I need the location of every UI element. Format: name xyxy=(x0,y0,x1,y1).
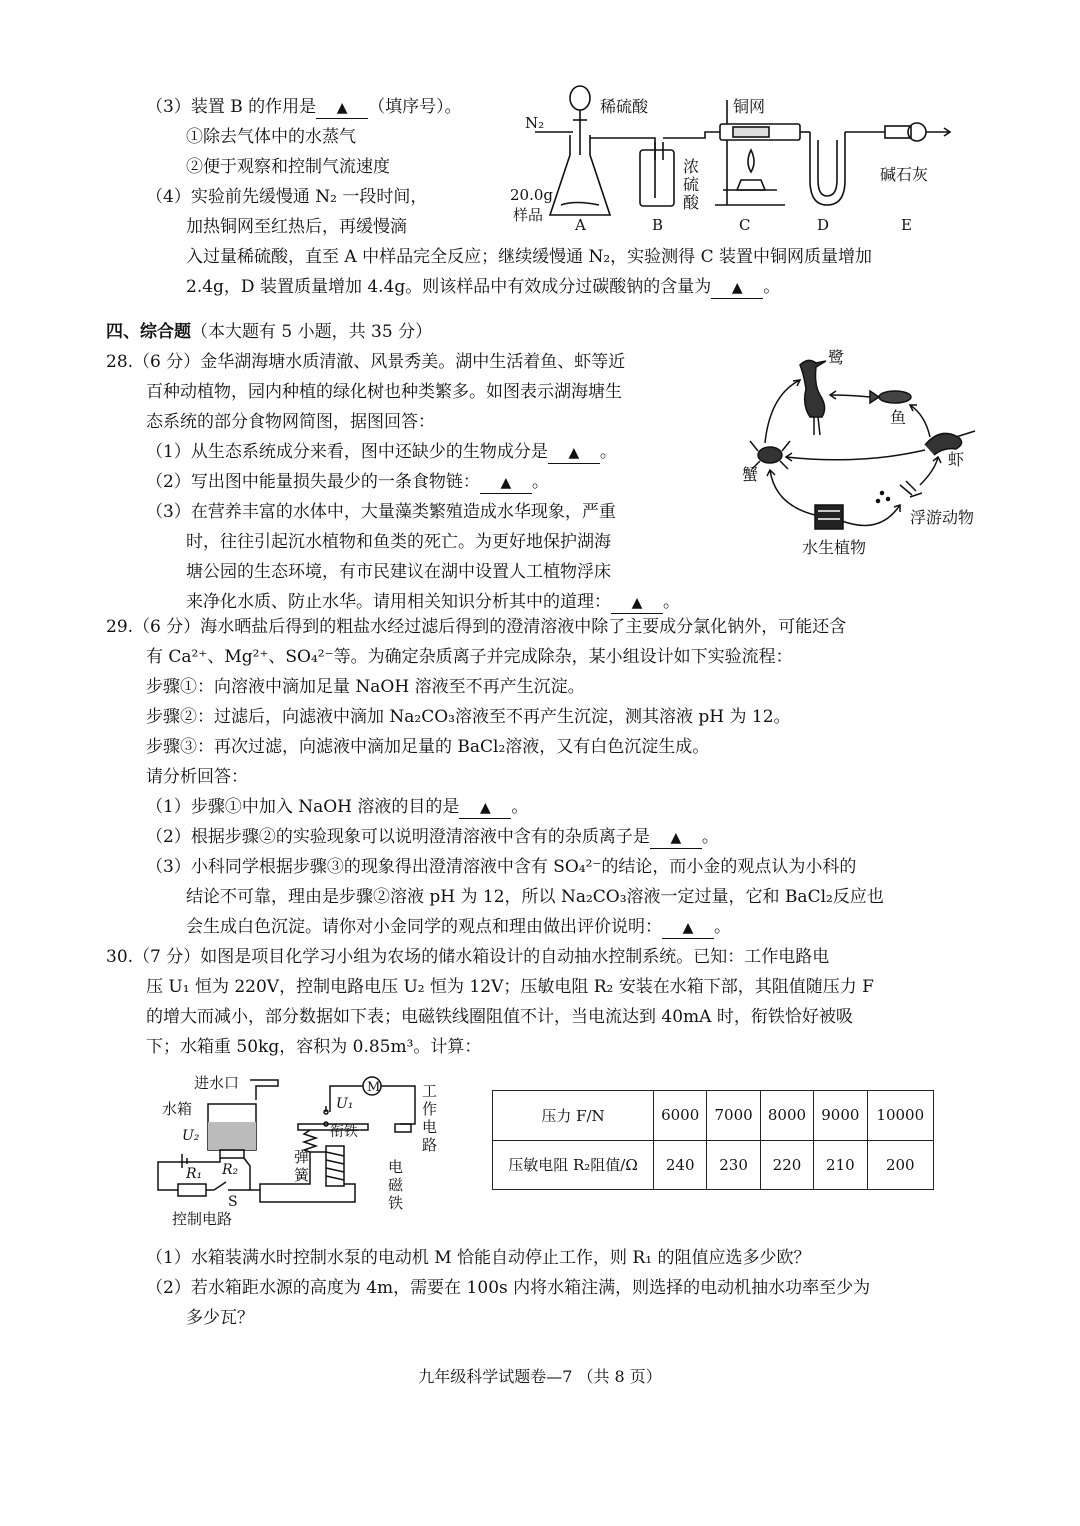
q29-sub1-text: （1）步骤①中加入 NaOH 溶液的目的是 xyxy=(146,797,460,817)
label-b: B xyxy=(652,216,664,234)
period: 。 xyxy=(511,797,529,817)
q27-apparatus-figure xyxy=(505,80,965,240)
answer-blank[interactable] xyxy=(611,592,663,614)
triangle-icon: ▲ xyxy=(731,280,743,296)
q30-sub1: （1）水箱装满水时控制水泵的电动机 M 恰能自动停止工作，则 R₁ 的阻值应选多少欧？ xyxy=(146,1248,811,1268)
q28-sub3-line3: 塘公园的生态环境，有市民建议在湖中设置人工植物浮床 xyxy=(186,562,611,582)
copper-mesh-label: 铜网 xyxy=(733,97,766,116)
answer-blank[interactable] xyxy=(662,917,714,939)
triangle-icon: ▲ xyxy=(682,920,694,936)
table-row-header: 压敏电阻 R₂阻值/Ω xyxy=(493,1140,654,1190)
q28-line3: 态系统的部分食物网简图，据图回答： xyxy=(146,412,435,432)
triangle-icon: ▲ xyxy=(670,830,682,846)
fish-label: 鱼 xyxy=(890,408,907,427)
inlet-label: 进水口 xyxy=(194,1074,240,1092)
triangle-icon: ▲ xyxy=(500,475,512,491)
q27-part4-line4 xyxy=(186,275,780,299)
period: 。 xyxy=(531,472,549,492)
q27-part4-line2: 加热铜网至红热后，再缓慢滴 xyxy=(186,217,407,237)
q29-line1: 29.（6 分）海水晒盐后得到的粗盐水经过滤后得到的澄清溶液中除了主要成分氯化钠外，可能还含 xyxy=(106,617,847,637)
q28-sub3-line1: （3）在营养丰富的水体中，大量藻类繁殖造成水华现象，严重 xyxy=(146,502,616,522)
armature-label: 衔铁 xyxy=(330,1124,358,1140)
q29-ask: 请分析回答： xyxy=(146,767,248,787)
section4-note: （本大题有 5 小题，共 35 分） xyxy=(191,322,433,342)
triangle-icon: ▲ xyxy=(480,800,491,816)
arrow-fish-to-heron xyxy=(830,395,870,397)
q29-line2: 有 Ca²⁺、Mg²⁺、SO₄²⁻等。为确定杂质离子并完成除杂，某小组设计如下实验流程： xyxy=(146,647,793,667)
arrow-crab-to-heron xyxy=(765,380,800,443)
table-row xyxy=(493,1140,934,1190)
table-row-header: 压力 F/N xyxy=(493,1091,654,1141)
q29-sub3-line2: 结论不可靠，理由是步骤②溶液 pH 为 12，所以 Na₂CO₃溶液一定过量，它和 BaCl₂反应也 xyxy=(186,887,884,907)
shrimp-label: 虾 xyxy=(948,450,965,469)
label-a: A xyxy=(575,216,586,234)
fish-icon xyxy=(870,391,911,403)
arrow-zoo-to-shrimp xyxy=(920,457,938,485)
sample-mass-label: 20.0g xyxy=(510,186,554,204)
heron-label: 鹭 xyxy=(828,348,845,367)
q27-part3 xyxy=(146,95,462,119)
food-web-figure xyxy=(730,345,990,570)
triangle-icon: ▲ xyxy=(631,595,643,611)
q28-line1: 28.（6 分）金华湖海塘水质清澈、风景秀美。湖中生活着鱼、虾等近 xyxy=(106,352,626,372)
q27-part3-stem: （3）装置 B 的作用是 xyxy=(146,97,317,117)
arrow-plant-to-crab xyxy=(770,470,815,515)
table-cell: 8000 xyxy=(760,1091,813,1141)
q27-part3-tail: （填序号）。 xyxy=(368,97,462,117)
table-row xyxy=(493,1091,934,1141)
q27-part4-line3: 入过量稀硫酸，直至 A 中样品完全反应；继续缓慢通 N₂，实验测得 C 装置中铜网质量增加 xyxy=(186,247,872,267)
r1-label: R₁ xyxy=(186,1166,203,1182)
work-circuit-char-4: 路 xyxy=(422,1136,438,1154)
work-circuit-char-1: 工 xyxy=(422,1082,438,1100)
table-cell: 230 xyxy=(707,1140,760,1190)
q27-part4-line1: （4）实验前先缓慢通 N₂ 一段时间， xyxy=(146,187,428,207)
answer-blank[interactable] xyxy=(459,797,511,819)
q29-sub3-line3 xyxy=(186,915,731,939)
q29-sub2-text: （2）根据步骤②的实验现象可以说明澄清溶液中含有的杂质离子是 xyxy=(146,827,650,847)
q28-sub1 xyxy=(146,440,617,464)
arrow-shrimp-to-crab xyxy=(786,450,925,460)
q28-sub2 xyxy=(146,470,549,494)
q30-line4: 下；水箱重 50kg，容积为 0.85m³。计算： xyxy=(146,1037,482,1057)
work-circuit-char-2: 作 xyxy=(422,1100,438,1118)
section4-heading xyxy=(106,320,432,344)
q30-sub2-line2: 多少瓦？ xyxy=(186,1308,254,1328)
conc-acid-char-1: 浓 xyxy=(683,157,700,176)
q29-sub3-line3-text: 会生成白色沉淀。请你对小金同学的观点和理由做出评价说明： xyxy=(186,917,662,937)
work-circuit-char-3: 电 xyxy=(422,1118,438,1136)
u2-label: U₂ xyxy=(182,1128,200,1144)
switch-s xyxy=(214,1182,226,1190)
motor-label: M xyxy=(367,1080,381,1095)
period: 。 xyxy=(663,592,680,612)
q27-option-2: ②便于观察和控制气流速度 xyxy=(186,157,390,177)
heron-icon xyxy=(800,360,826,435)
page-footer: 九年级科学试题卷—7 （共 8 页） xyxy=(418,1367,662,1386)
spring-char-2: 簧 xyxy=(294,1166,310,1184)
drying-tube-e xyxy=(885,126,911,138)
sample-label: 样品 xyxy=(513,206,544,224)
q29-step1: 步骤①：向溶液中滴加足量 NaOH 溶液至不再产生沉淀。 xyxy=(146,677,585,697)
switch-label: S xyxy=(228,1194,238,1210)
triangle-icon: ▲ xyxy=(568,445,580,461)
zooplankton-icon xyxy=(877,481,923,503)
q28-sub3-line4-text: 来净化水质、防止水华。请用相关知识分析其中的道理： xyxy=(186,592,611,612)
arrow-plant-to-zoo xyxy=(842,505,900,525)
period: 。 xyxy=(701,827,719,847)
q30-line1: 30.（7 分）如图是项目化学习小组为农场的储水箱设计的自动抽水控制系统。已知：工作电路电 xyxy=(106,947,830,967)
table-cell: 210 xyxy=(814,1140,867,1190)
q28-sub2-text: （2）写出图中能量损失最少的一条食物链： xyxy=(146,472,480,492)
answer-blank[interactable] xyxy=(711,277,763,299)
crab-label: 蟹 xyxy=(742,465,759,484)
u1-label: U₁ xyxy=(336,1096,354,1112)
magnet-char-2: 磁 xyxy=(388,1176,404,1194)
q29-step3: 步骤③：再次过滤，向滤液中滴加足量的 BaCl₂溶液，又有白色沉淀生成。 xyxy=(146,737,710,757)
table-cell: 10000 xyxy=(867,1091,933,1141)
label-c: C xyxy=(739,216,751,234)
bottle-b xyxy=(640,150,674,206)
q27-option-1: ①除去气体中的水蒸气 xyxy=(186,127,356,147)
q30-sub2-line1: （2）若水箱距水源的高度为 4m，需要在 100s 内将水箱注满，则选择的电动机抽水功率至少为 xyxy=(146,1278,871,1298)
section4-title: 四、综合题 xyxy=(106,322,191,342)
period: 。 xyxy=(714,917,731,937)
period: 。 xyxy=(763,277,781,297)
q28-sub3-line4 xyxy=(186,590,680,614)
separatory-funnel xyxy=(570,86,590,110)
pressure-resistance-table xyxy=(492,1090,934,1190)
table-cell: 240 xyxy=(654,1140,707,1190)
water-plant-icon xyxy=(815,505,843,529)
u-tube-d xyxy=(810,132,845,205)
answer-blank[interactable] xyxy=(480,472,532,494)
dilute-sulfuric-acid-label: 稀硫酸 xyxy=(600,97,649,116)
label-e: E xyxy=(901,216,912,234)
period: 。 xyxy=(599,442,617,462)
inlet-pipe xyxy=(250,1080,278,1100)
answer-blank[interactable] xyxy=(316,97,368,119)
q30-line2: 压 U₁ 恒为 220V，控制电路电压 U₂ 恒为 12V；压敏电阻 R₂ 安装在水箱下部，其阻值随压力 F xyxy=(146,977,874,997)
table-cell: 7000 xyxy=(707,1091,760,1141)
q29-sub3-line1: （3）小科同学根据步骤③的现象得出澄清溶液中含有 SO₄²⁻的结论，而小金的观点认为小科的 xyxy=(146,857,857,877)
q29-sub2 xyxy=(146,825,719,849)
q28-sub3-line2: 时，往往引起沉水植物和鱼类的死亡。为更好地保护湖海 xyxy=(186,532,611,552)
q29-step2: 步骤②：过滤后，向滤液中滴加 Na₂CO₃溶液至不再产生沉淀，测其溶液 pH 为 12。 xyxy=(146,707,791,727)
q29-sub1 xyxy=(146,795,528,819)
q28-sub1-text: （1）从生态系统成分来看，图中还缺少的生物成分是 xyxy=(146,442,548,462)
r2-label: R₂ xyxy=(222,1162,239,1178)
zooplankton-label: 浮游动物 xyxy=(910,508,975,527)
r1-resistor xyxy=(178,1184,206,1196)
table-cell: 6000 xyxy=(654,1091,707,1141)
conc-acid-char-2: 硫 xyxy=(683,175,700,194)
table-cell: 200 xyxy=(867,1140,933,1190)
water-plant-label: 水生植物 xyxy=(802,538,867,557)
tank-label: 水箱 xyxy=(162,1100,193,1118)
pump-control-circuit-figure xyxy=(150,1072,450,1232)
control-circuit-label: 控制电路 xyxy=(172,1210,233,1228)
label-d: D xyxy=(817,216,830,234)
q30-line3: 的增大而减小，部分数据如下表；电磁铁线圈阻值不计，当电流达到 40mA 时，衔铁恰好被吸 xyxy=(146,1007,853,1027)
conc-acid-char-3: 酸 xyxy=(683,193,700,212)
answer-blank[interactable] xyxy=(548,442,600,464)
magnet-char-1: 电 xyxy=(388,1158,404,1176)
spring-char-1: 弹 xyxy=(294,1148,310,1166)
magnet-char-3: 铁 xyxy=(388,1194,404,1212)
triangle-icon: ▲ xyxy=(336,100,348,116)
q27-part4-line4-text: 2.4g，D 装置质量增加 4.4g。则该样品中有效成分过碳酸钠的含量为 xyxy=(186,277,712,297)
q28-line2: 百种动植物，园内种植的绿化树也种类繁多。如图表示湖海塘生 xyxy=(146,382,622,402)
burner xyxy=(737,180,765,190)
table-cell: 9000 xyxy=(814,1091,867,1141)
n2-label: N₂ xyxy=(525,114,545,132)
soda-lime-label: 碱石灰 xyxy=(880,165,929,184)
table-cell: 220 xyxy=(760,1140,813,1190)
answer-blank[interactable] xyxy=(650,827,702,849)
